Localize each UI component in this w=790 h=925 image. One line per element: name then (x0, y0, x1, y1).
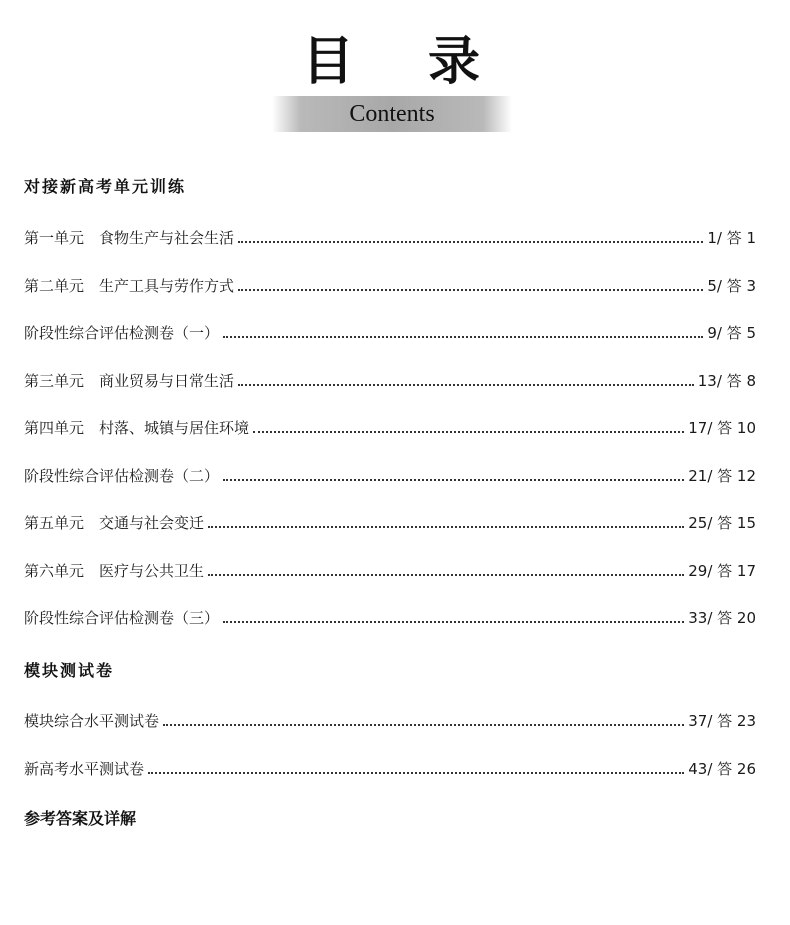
toc-entry-page: 29/ 答 17 (688, 562, 756, 580)
toc-entry-page: 13/ 答 8 (697, 372, 756, 390)
contents-banner (272, 96, 512, 132)
dot-leader (223, 336, 703, 338)
toc-entry-page: 43/ 答 26 (688, 760, 756, 778)
toc-entry[interactable] (24, 604, 756, 628)
toc-entry-label: 第五单元 交通与社会变迁 (24, 514, 205, 532)
toc-entry-label: 第一单元 食物生产与社会生活 (24, 229, 235, 247)
toc-entry-page: 25/ 答 15 (688, 514, 756, 532)
toc-entry-label: 新高考水平测试卷 (24, 760, 145, 778)
dot-leader (238, 289, 703, 291)
dot-leader (238, 384, 694, 386)
dot-leader (253, 431, 684, 433)
toc-entry-label: 模块综合水平测试卷 (24, 712, 160, 730)
toc-entry-page: 33/ 答 20 (688, 609, 756, 627)
toc-entry[interactable] (24, 272, 756, 296)
toc-entry-page: 37/ 答 23 (688, 712, 756, 730)
dot-leader (208, 526, 684, 528)
toc-entry[interactable] (24, 557, 756, 581)
toc-entry-page: 1/ 答 1 (707, 229, 756, 247)
section-heading: 对接新高考单元训练 (24, 177, 187, 196)
toc-entry-label: 第四单元 村落、城镇与居住环境 (24, 419, 250, 437)
toc-entry[interactable] (24, 414, 756, 438)
toc-entry-label: 阶段性综合评估检测卷（一） (24, 324, 220, 342)
toc-entry-page: 9/ 答 5 (707, 324, 756, 342)
answers-heading[interactable]: 参考答案及详解 (24, 809, 137, 828)
contents-subtitle: Contents (349, 100, 435, 127)
toc-entry-page: 17/ 答 10 (688, 419, 756, 437)
page-title: 目 录 (301, 31, 509, 92)
toc-entry-label: 第二单元 生产工具与劳作方式 (24, 277, 235, 295)
dot-leader (223, 621, 684, 623)
toc-entry-label: 阶段性综合评估检测卷（二） (24, 467, 220, 485)
dot-leader (148, 772, 684, 774)
toc-entry-label: 第三单元 商业贸易与日常生活 (24, 372, 235, 390)
toc-entry[interactable] (24, 755, 756, 779)
toc-entry[interactable] (24, 367, 756, 391)
toc-entry-page: 5/ 答 3 (707, 277, 756, 295)
toc-entry-label: 第六单元 医疗与公共卫生 (24, 562, 205, 580)
dot-leader (163, 724, 684, 726)
section-heading: 模块测试卷 (24, 661, 115, 680)
dot-leader (238, 241, 703, 243)
toc-entry[interactable] (24, 319, 756, 343)
toc-entry[interactable] (24, 707, 756, 731)
dot-leader (223, 479, 684, 481)
toc-entry[interactable] (24, 509, 756, 533)
toc-entry-page: 21/ 答 12 (688, 467, 756, 485)
toc-entry-label: 阶段性综合评估检测卷（三） (24, 609, 220, 627)
dot-leader (208, 574, 684, 576)
toc-entry[interactable] (24, 224, 756, 248)
toc-entry[interactable] (24, 462, 756, 486)
